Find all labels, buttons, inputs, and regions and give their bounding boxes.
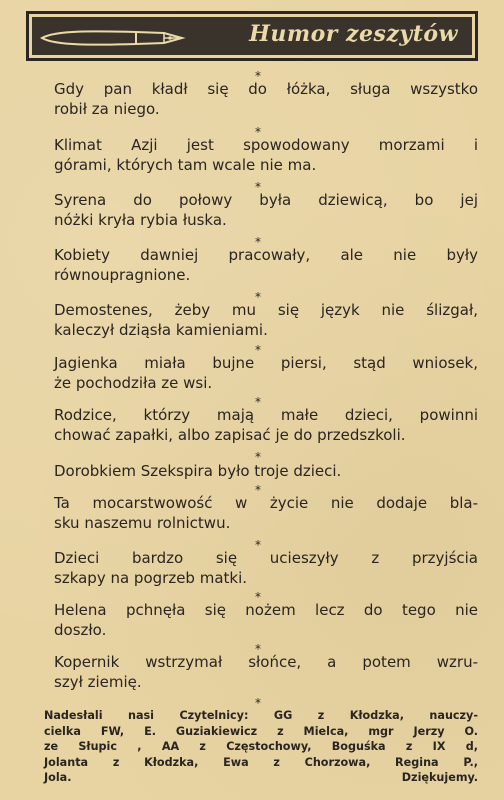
joke-line: chować zapałki, albo zapisać je do przedszkoli. — [54, 426, 406, 444]
joke-item — [54, 548, 478, 588]
joke-line: nóżki kryła rybia łuska. — [54, 211, 227, 229]
joke-item — [54, 493, 478, 533]
joke-line: Klimat Azji jest spowodowany morzami i — [54, 136, 478, 154]
joke-line: górami, których tam wcale nie ma. — [54, 156, 317, 174]
joke-line: sku naszemu rolnictwu. — [54, 514, 231, 532]
joke-line: Gdy pan kładł się do łóżka, sługa wszystko — [54, 80, 478, 98]
joke-line: Helena pchnęła się nożem lecz do tego nie — [54, 601, 478, 619]
joke-line: Kopernik wstrzymał słońce, a potem wzru- — [54, 653, 478, 671]
credits-note — [44, 708, 478, 786]
separator-star: * — [255, 290, 261, 304]
joke-item — [54, 652, 478, 692]
joke-line: Demostenes, żeby mu się język nie ślizgał, — [54, 301, 478, 319]
joke-item — [54, 135, 478, 175]
joke-line: że pochodziła ze wsi. — [54, 374, 213, 392]
joke-item — [54, 405, 478, 445]
credits-line: cielka FW, E. Guziakiewicz z Mielca, mgr Jerzy O. — [44, 724, 478, 738]
separator-star: * — [255, 235, 261, 249]
joke-item — [54, 190, 478, 230]
credits-line: ze Słupic , AA z Częstochowy, Boguśka z IX d, — [44, 740, 478, 754]
joke-item — [54, 461, 478, 481]
separator-star: * — [255, 343, 261, 357]
joke-item — [54, 600, 478, 640]
separator-star: * — [255, 538, 261, 552]
separator-star: * — [255, 180, 261, 194]
column-header — [26, 11, 478, 61]
joke-item — [54, 79, 478, 119]
credits-line: Jola. Dziękujemy. — [44, 771, 478, 785]
separator-star: * — [255, 696, 261, 710]
header-banner — [32, 17, 472, 55]
joke-line: kaleczył dziąsła kamieniami. — [54, 321, 268, 339]
credits-line: Nadesłali nasi Czytelnicy: GG z Kłodzka, nauczy- — [44, 709, 478, 722]
joke-line: Kobiety dawniej pracowały, ale nie były — [54, 246, 478, 264]
joke-line: robił za niego. — [54, 100, 160, 118]
joke-item — [54, 300, 478, 340]
separator-star: * — [255, 483, 261, 497]
joke-line: Dorobkiem Szekspira było troje dzieci. — [54, 462, 342, 480]
joke-line: szkapy na pogrzeb matki. — [54, 569, 248, 587]
joke-line: Dzieci bardzo się ucieszyły z przyjścia — [54, 549, 478, 567]
joke-line: Ta mocarstwowość w życie nie dodaje bla- — [54, 494, 478, 512]
joke-line: szył ziemię. — [54, 673, 142, 691]
separator-star: * — [255, 69, 261, 83]
separator-star: * — [255, 125, 261, 139]
joke-line: Jagienka miała bujne piersi, stąd wniosek, — [54, 354, 478, 372]
separator-star: * — [255, 590, 261, 604]
joke-line: doszło. — [54, 621, 107, 639]
joke-item — [54, 353, 478, 393]
joke-line: Rodzice, którzy mają małe dzieci, powinni — [54, 406, 478, 424]
joke-line: Syrena do połowy była dziewicą, bo jej — [54, 191, 478, 209]
joke-line: równoupragnione. — [54, 266, 191, 284]
pen-nib-icon — [36, 22, 186, 54]
column-title: Humor zeszytów — [249, 21, 458, 47]
credits-line: Jolanta z Kłodzka, Ewa z Chorzowa, Regina P., — [44, 755, 478, 769]
separator-star: * — [255, 642, 261, 656]
separator-star: * — [255, 395, 261, 409]
separator-star: * — [255, 450, 261, 464]
joke-item — [54, 245, 478, 285]
